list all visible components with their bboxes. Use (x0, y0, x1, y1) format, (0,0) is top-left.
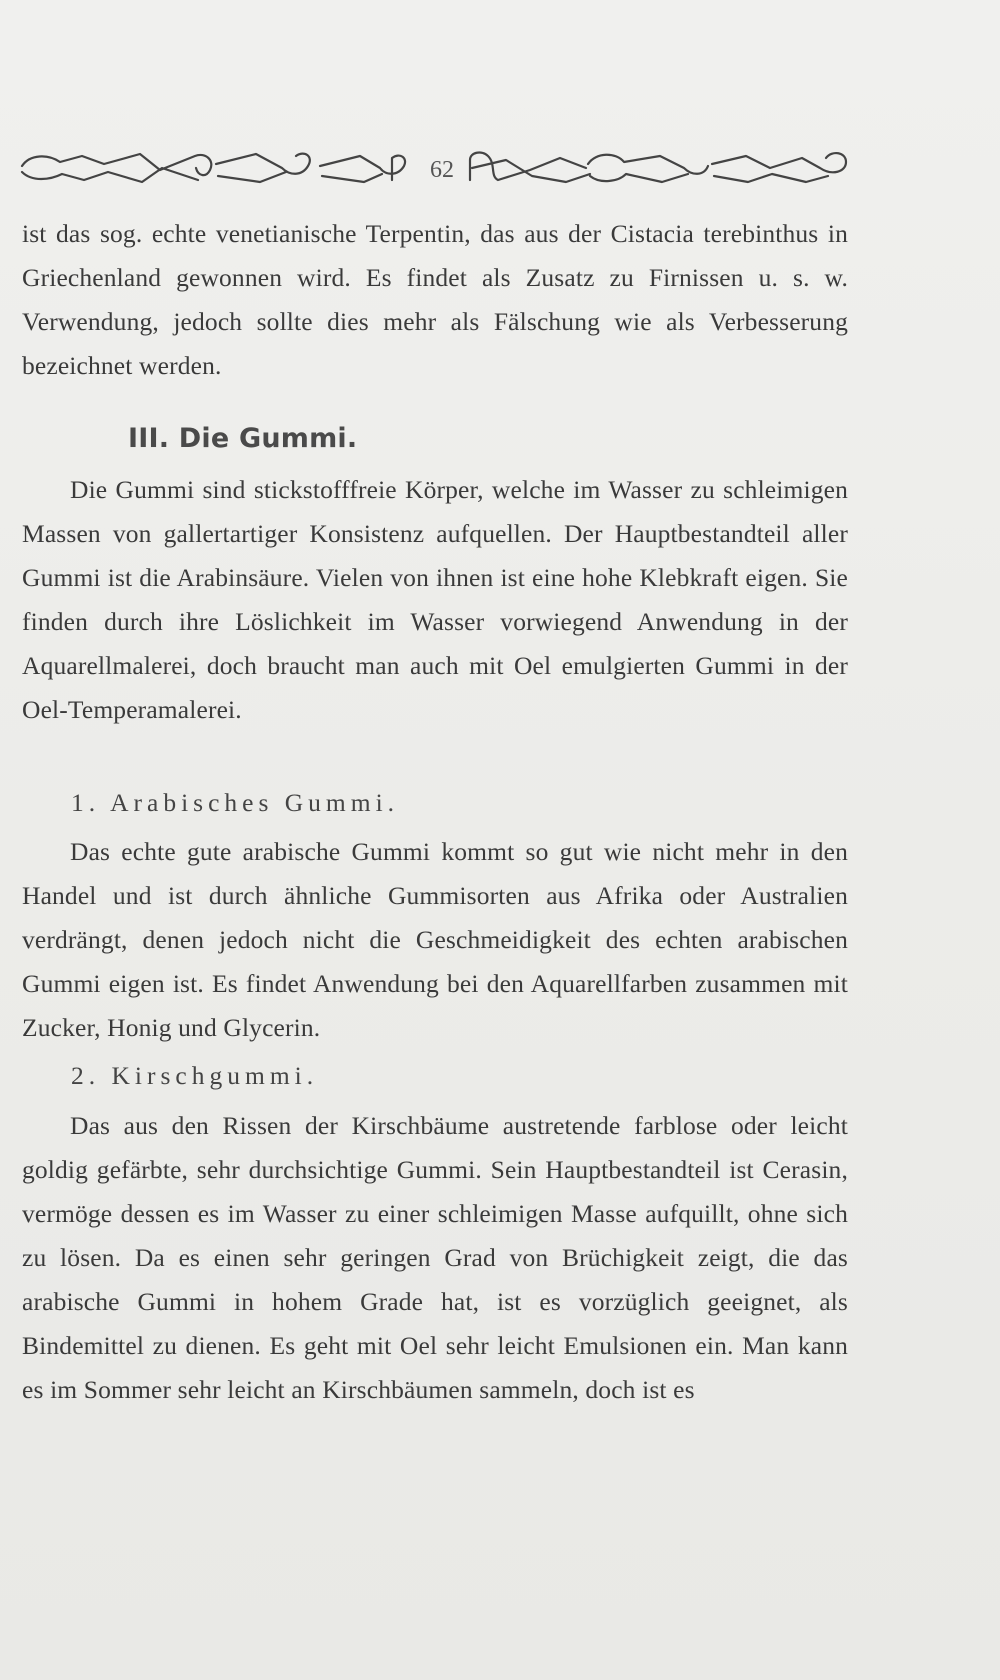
intro-paragraph-block (22, 212, 848, 388)
left-ornament-stroke-1 (22, 154, 211, 175)
arabisch-paragraph: Das echte gute arabische Gummi kommt so gut wie nicht mehr in den Handel und ist durch ähnliche Gummisorten aus Afrika oder Australien verdrängt, denen jedoch nicht die Geschmeidigkeit des echten arabischen Gummi eigen ist. Es findet Anwendung bei den Aquarellfarben zusammen mit Zucker, Honig und Glycerin. (22, 837, 848, 1042)
right-ornament-stroke-4 (590, 174, 688, 182)
gummi-paragraph-block (22, 468, 848, 732)
left-ornament-stroke-5 (320, 156, 405, 180)
left-ornament-stroke-2 (22, 168, 198, 182)
right-ornament-stroke-5 (712, 153, 846, 172)
kirsch-paragraph-block (22, 1104, 848, 1412)
right-ornament-stroke-1 (470, 153, 586, 180)
intro-paragraph: ist das sog. echte venetianische Terpentin, das aus der Cistacia terebinthus in Griechenland gewonnen wird. Es findet als Zusatz zu Firnissen u. s. w. Verwendung, jedoch sollte dies mehr als Fälschung wie als Verbesserung bezeichnet werden. (22, 219, 848, 380)
right-ornament-stroke-6 (714, 174, 828, 182)
arabisch-paragraph-block (22, 830, 848, 1050)
right-ornament-stroke-3 (588, 155, 708, 174)
subheading-arabisches-gummi: 1. Arabisches Gummi. (71, 788, 400, 817)
subheading-kirschgummi: 2. Kirschgummi. (71, 1061, 319, 1090)
page-number: 62 (430, 157, 454, 183)
left-ornament-stroke-4 (218, 172, 286, 182)
left-ornament-stroke-6 (322, 174, 382, 182)
gummi-paragraph: Die Gummi sind stickstofffreie Körper, welche im Wasser zu schleimigen Massen von gallertartiger Konsistenz aufquellen. Der Hauptbestandteil aller Gummi ist die Arabinsäure. Vielen von ihnen ist eine hohe Klebkraft eigen. Sie finden durch ihre Löslichkeit im Wasser vorwiegend Anwendung in der Aquarellmalerei, doch braucht man auch mit Oel emulgierten Gummi in der Oel-Temperamalerei. (22, 475, 848, 724)
left-ornament-stroke-3 (216, 154, 310, 174)
kirsch-paragraph: Das aus den Rissen der Kirschbäume austretende farblose oder leicht goldig gefärbte, sehr durchsichtige Gummi. Sein Hauptbestandteil ist Cerasin, vermöge dessen es im Wasser zu einer schleimigen Masse aufquillt, ohne sich zu lösen. Da es einen sehr geringen Grad von Brüchigkeit zeigt, die das arabische Gummi in hohem Grade hat, ist es vorzüglich geeignet, als Bindemittel zu dienen. Es geht mit Oel sehr leicht Emulsionen ein. Man kann es im Sommer sehr leicht an Kirschbäumen sammeln, doch ist es (22, 1111, 848, 1404)
section-heading: III. Die Gummi. (128, 423, 358, 454)
page-header (20, 146, 850, 192)
